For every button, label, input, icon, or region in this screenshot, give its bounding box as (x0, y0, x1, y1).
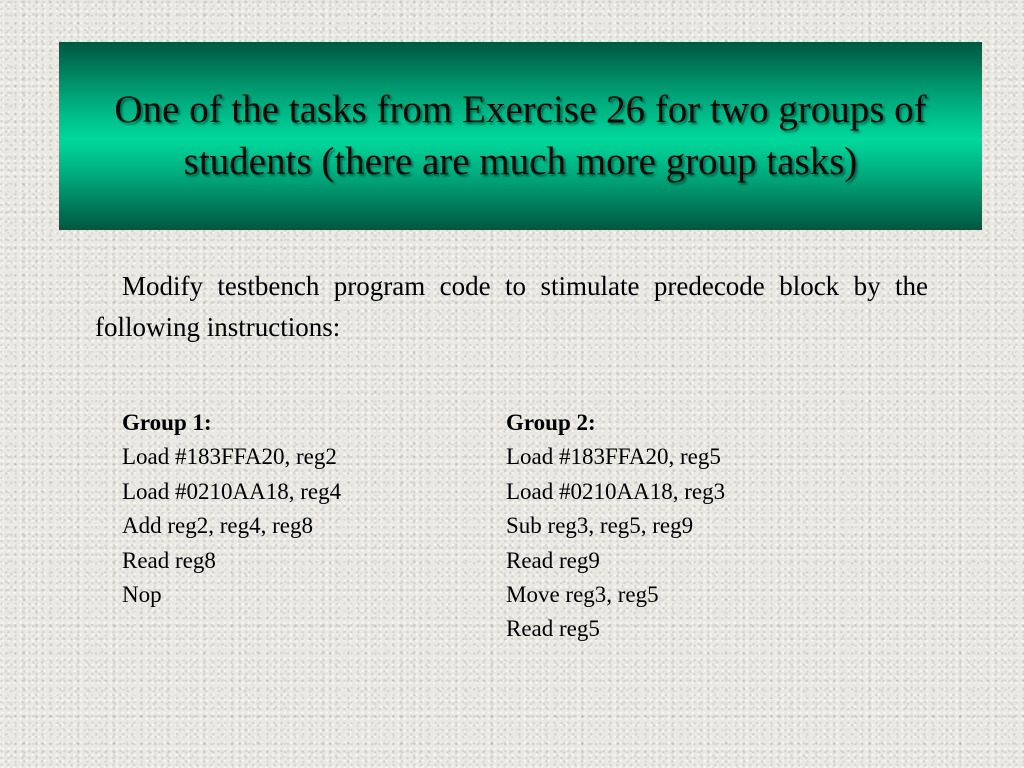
slide-title: One of the tasks from Exercise 26 for two groups of students (there are much more group tasks) (114, 88, 927, 183)
instruction-line: Read reg5 (506, 616, 600, 642)
instruction-line: Load #0210AA18, reg3 (506, 478, 726, 504)
group-heading: Group 1: (122, 410, 212, 435)
instruction-line: Read reg9 (506, 547, 600, 573)
instruction-line: Load #0210AA18, reg4 (122, 478, 342, 504)
group-2-column (506, 406, 886, 647)
title-banner (59, 42, 982, 230)
instruction-line: Move reg3, reg5 (506, 582, 659, 608)
instruction-line: Add reg2, reg4, reg8 (122, 513, 313, 539)
instruction-line: Load #183FFA20, reg5 (506, 444, 721, 470)
instruction-line: Load #183FFA20, reg2 (122, 444, 337, 470)
instruction-line: Sub reg3, reg5, reg9 (506, 513, 694, 539)
group-1-column (122, 406, 482, 612)
group-heading: Group 2: (506, 410, 596, 435)
instruction-line: Nop (122, 582, 162, 608)
intro-paragraph: Modify testbench program code to stimulate predecode block by the following instructions: (95, 271, 928, 342)
instruction-line: Read reg8 (122, 547, 216, 573)
